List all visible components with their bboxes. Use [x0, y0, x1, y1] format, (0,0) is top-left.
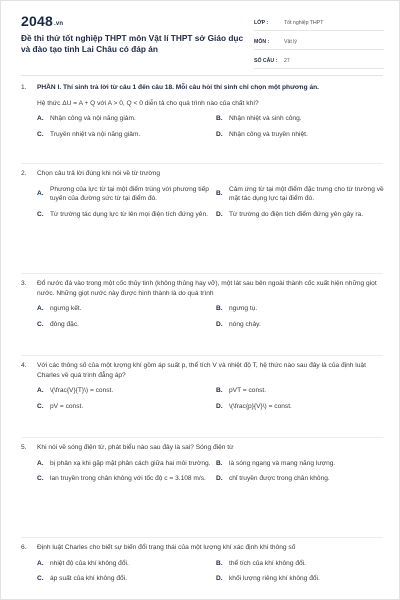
- options: [21, 185, 383, 220]
- option-c[interactable]: C. lan truyền trong chân không với tốc độ c = 3.108 m/s.: [37, 475, 206, 482]
- separator: [21, 163, 383, 164]
- option-b[interactable]: B. là sóng ngang và mang năng lượng.: [216, 459, 336, 467]
- option-d[interactable]: D. \(\frac{p}{V}\) = const.: [216, 402, 292, 410]
- option-b[interactable]: B. Nhận nhiệt và sinh công.: [216, 115, 302, 122]
- question-4: 4. Với các thông số của một lượng khí gồm áp suất p, thể tích V và nhiệt độ T, hệ thức nào sau đây là của định luật Charles về quá trình đẳng áp? A. \(\frac{V}{T}\) = const. B. pVT = const. C. pV = const. D. \(\frac{p}{V}\) = const.: [21, 361, 383, 411]
- site-logo[interactable]: 2048.vn: [21, 13, 64, 29]
- option-c[interactable]: C. Truyền nhiệt và nội năng giảm.: [37, 130, 141, 138]
- option-d[interactable]: D. chỉ truyền được trong chân không.: [216, 475, 330, 482]
- question-1: [21, 83, 383, 139]
- question-subtext: Hệ thức ΔU = A + Q với A > 0, Q < 0 diễn tả cho quá trình nào của chất khí?: [37, 99, 259, 107]
- separator: [21, 273, 383, 274]
- exam-meta: [254, 16, 384, 73]
- option-a[interactable]: A. \(\frac{V}{T}\) = const.: [37, 387, 114, 394]
- option-c[interactable]: C. pV = const.: [37, 402, 84, 410]
- header: [21, 13, 383, 71]
- options: [21, 304, 383, 329]
- question-text: Khi nói về sóng điện từ, phát biểu nào sau đây là sai? Sóng điện từ: [37, 444, 234, 451]
- option-b[interactable]: B. pVT = const.: [216, 387, 267, 394]
- question-text: PHẦN I. Thí sinh trả lời từ câu 1 đến câu 18. Mỗi câu hỏi thí sinh chỉ chọn một phương án.: [37, 84, 319, 91]
- option-d[interactable]: D. khối lượng riêng khí không đổi.: [216, 575, 320, 582]
- meta-row-count: SỐ CÂU : 27: [254, 54, 384, 69]
- meta-row-class: LỚP : Tốt nghiệp THPT: [254, 16, 384, 31]
- question-6: 6. Định luật Charles cho biết sự biến đổi trạng thái của một lượng khí xác định khi thông số A. nhiệt độ của khí không đổi. B. thể tích của khí không đổi. C. áp suất của khí không đổi. D. khối lượng riêng khí không đổi.: [21, 543, 383, 584]
- option-b[interactable]: B. thể tích của khí không đổi.: [216, 559, 306, 567]
- options: [21, 559, 383, 584]
- options: [21, 386, 383, 411]
- options: [21, 459, 383, 484]
- option-a[interactable]: A. ngưng kết.: [37, 305, 82, 312]
- option-d[interactable]: D. nóng chảy.: [216, 320, 261, 328]
- option-c[interactable]: C. Từ trường tác dụng lực từ lên mọi điện tích đứng yên.: [37, 210, 208, 218]
- option-a[interactable]: A. Nhận công và nội năng giảm.: [37, 115, 136, 122]
- option-a[interactable]: A. Phương của lực từ tại một điểm trùng với phương tiếp tuyến của đường sức từ tại điểm đó.: [37, 185, 209, 202]
- question-text: Chọn câu trả lời đúng khi nói về từ trường: [37, 170, 161, 177]
- option-a[interactable]: A. nhiệt độ của khí không đổi.: [37, 559, 129, 567]
- meta-row-subject: MÔN : Vật lý: [254, 35, 384, 50]
- option-d[interactable]: D. Từ trường do điện tích điểm đứng yên gây ra.: [216, 210, 364, 218]
- separator: [21, 537, 383, 538]
- header-divider: [21, 75, 383, 76]
- question-5: 5. Khi nói về sóng điện từ, phát biểu nào sau đây là sai? Sóng điện từ A. bị phản xạ khi gặp mặt phân cách giữa hai môi trường. B. là sóng ngang và mang năng lượng. C. lan truyền trong chân không với tốc độ c = 3.108 m/s. D. chỉ truyền được trong chân không.: [21, 443, 383, 484]
- question-3: 3. Đổ nước đá vào trong một cốc thủy tinh (không thủng hay vỡ), một lát sau bên ngoài thành cốc xuất hiện những giọt nước. Những giọt nước này được hình thành là do quá trình A. ngưng kết. B. ngưng tụ. C. đông đặc. D. nóng chảy.: [21, 279, 383, 329]
- option-c[interactable]: C. áp suất của khí không đổi.: [37, 575, 127, 582]
- question-2: 2. Chọn câu trả lời đúng khi nói về từ trường A. Phương của lực từ tại một điểm trùng với phương tiếp tuyến của đường sức từ tại điểm đó. B. Cảm ứng từ tại một điểm đặc trưng cho từ trường về mặt tác dụng lực tại điểm đó. C. Từ trường tác dụng lực từ lên mọi điện tích đứng yên. D. Từ trường do điện tích điểm đứng yên gây ra.: [21, 169, 383, 219]
- separator: [21, 437, 383, 438]
- option-c[interactable]: C. đông đặc.: [37, 320, 79, 328]
- question-text: Đổ nước đá vào trong một cốc thủy tinh (không thủng hay vỡ), một lát sau bên ngoài thành cốc xuất hiện những giọt nước. Những giọt nước này được hình thành là do quá trình: [37, 280, 377, 297]
- option-b[interactable]: B. Cảm ứng từ tại một điểm đặc trưng cho từ trường về mặt tác dụng lực tại điểm đó.: [216, 185, 384, 202]
- question-number: 1.: [21, 84, 27, 91]
- separator: [21, 355, 383, 356]
- option-a[interactable]: A. bị phản xạ khi gặp mặt phân cách giữa hai môi trường.: [37, 459, 211, 467]
- options: [21, 114, 383, 139]
- question-text: Với các thông số của một lượng khí gồm áp suất p, thể tích V và nhiệt độ T, hệ thức nào sau đây là của định luật Charles về quá trình đẳng áp?: [37, 362, 366, 379]
- question-text: Định luật Charles cho biết sự biến đổi trạng thái của một lượng khí xác định khi thông số: [37, 544, 296, 551]
- option-b[interactable]: B. ngưng tụ.: [216, 305, 258, 312]
- document-title: Đề thi thử tốt nghiệp THPT môn Vật lí THPT sở Giáo dục và đào tạo tỉnh Lai Châu có đáp án: [21, 33, 244, 54]
- option-d[interactable]: D. Nhận công và truyền nhiệt.: [216, 130, 308, 138]
